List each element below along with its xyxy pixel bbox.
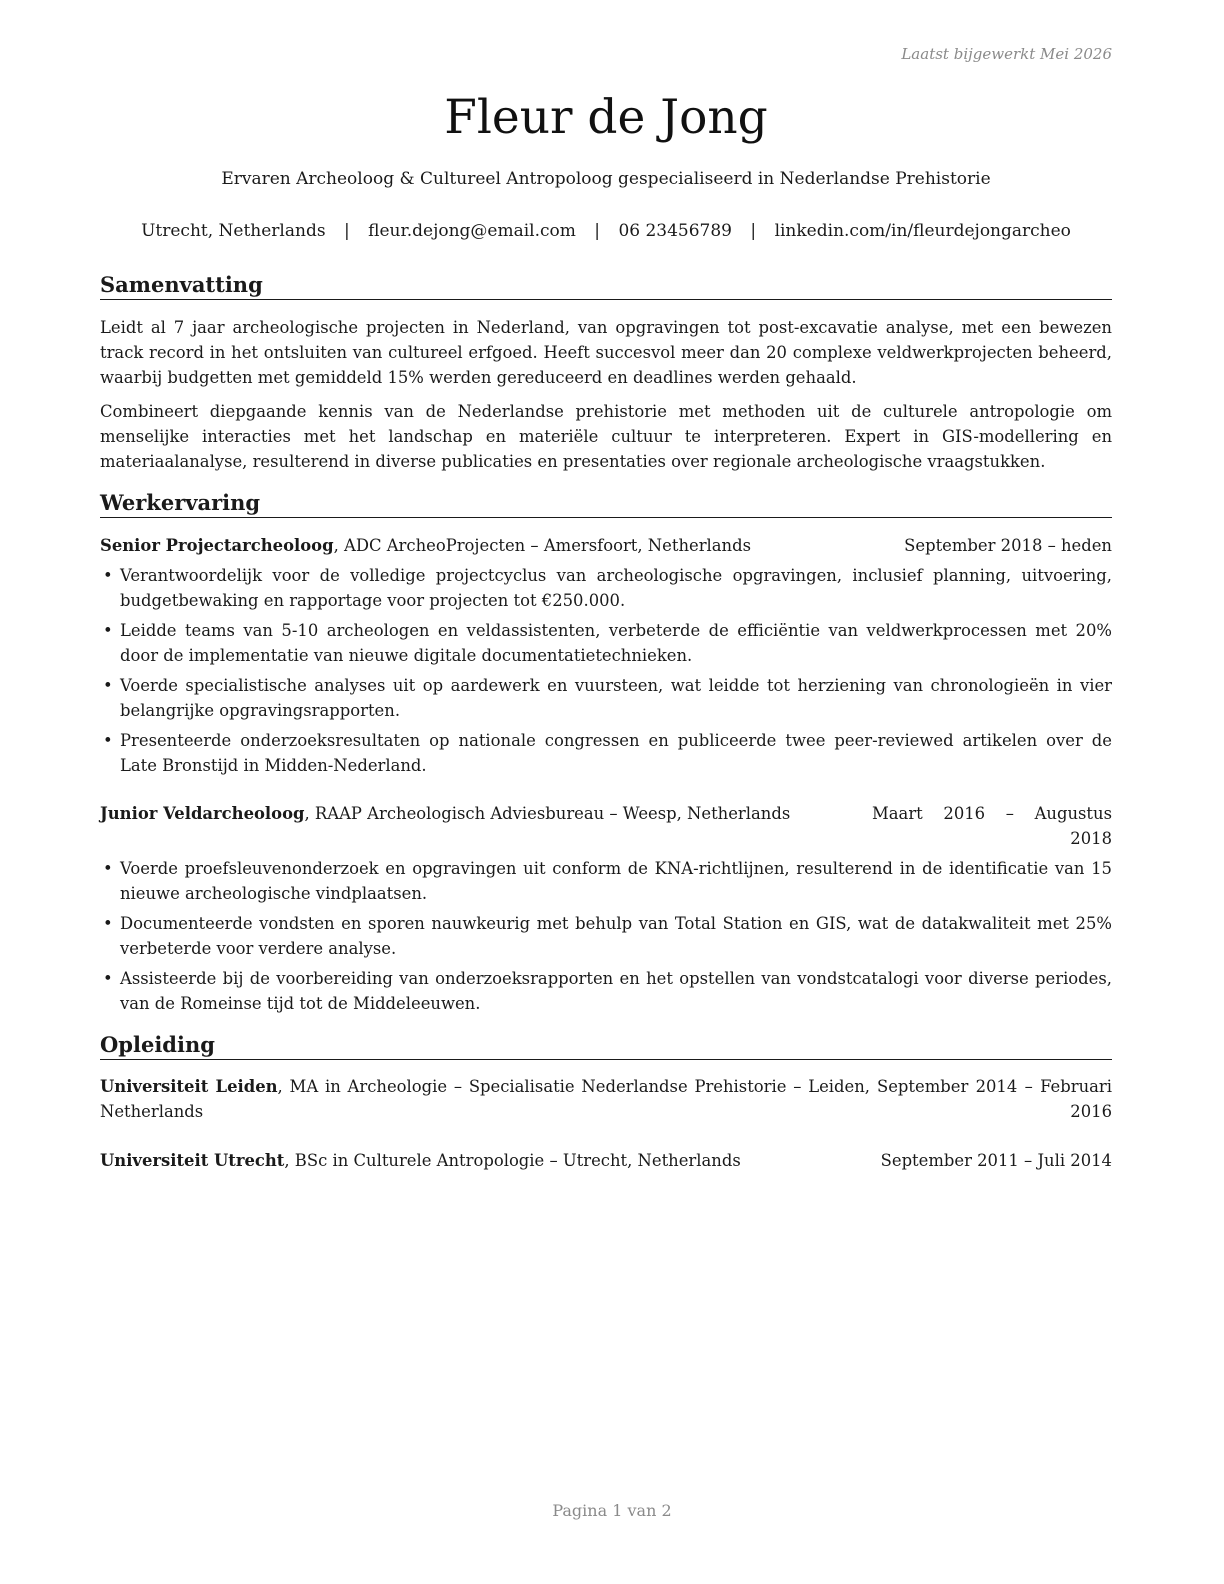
education-school: Universiteit Leiden — [100, 1077, 278, 1096]
list-item: • Leidde teams van 5-10 archeologen en veldassistenten, verbeterde de efficiëntie van veldwerkprocessen met 20% door de implementatie van nieuwe digitale documentatietechnieken. — [100, 618, 1112, 668]
summary-paragraph: Combineert diepgaande kennis van de Nederlandse prehistorie met methoden uit de culturele antropologie om menselijke interacties met het landschap en materiële cultuur te interpreteren. Expert in GIS-modellering en materiaalanalyse, resulterend in diverse publicaties en presentaties over regionale archeologische vraagstukken. — [100, 402, 1112, 471]
contact-email[interactable]: fleur.dejong@email.com — [368, 221, 576, 241]
section-title-experience: Werkervaring — [100, 490, 1112, 518]
education-title-line — [100, 1074, 870, 1124]
job-heading — [100, 801, 1112, 851]
bullet-icon: • — [103, 859, 113, 878]
contact-separator: | — [750, 221, 757, 241]
list-item: • Voerde specialistische analyses uit op aardewerk en vuursteen, wat leidde tot herziening van chronologieën in vier belangrijke opgravingsrapporten. — [100, 673, 1112, 723]
list-item: • Voerde proefsleuvenonderzoek en opgravingen uit conform de KNA-richtlijnen, resulterend in de identificatie van 15 nieuwe archeologische vindplaatsen. — [100, 856, 1112, 906]
education-school: Universiteit Utrecht — [100, 1151, 285, 1170]
list-item: • Verantwoordelijk voor de volledige projectcyclus van archeologische opgravingen, inclusief planning, uitvoering, budgetbewaking en rapportage voor projecten tot €250.000. — [100, 563, 1112, 613]
contact-line — [100, 219, 1112, 243]
contact-separator: | — [594, 221, 601, 241]
bullet-icon: • — [103, 621, 113, 640]
contact-phone[interactable]: 06 23456789 — [618, 221, 733, 241]
contact-location: Utrecht, Netherlands — [141, 221, 326, 241]
job-title-line — [100, 801, 790, 826]
list-item: • Documenteerde vondsten en sporen nauwkeurig met behulp van Total Station en GIS, wat de datakwaliteit met 25% verbeterde voor verdere analyse. — [100, 911, 1112, 961]
page-number: Pagina 1 van 2 — [552, 1501, 672, 1520]
education-dates: September 2014 – Februari 2016 — [877, 1077, 1112, 1121]
education-dates: September 2011 – Juli 2014 — [880, 1151, 1112, 1170]
bullet-icon: • — [103, 566, 113, 585]
job-role: Junior Veldarcheoloog — [100, 804, 305, 823]
last-updated-note: Laatst bijgewerkt Mei 2026 — [901, 45, 1112, 63]
job-title-line — [100, 533, 751, 558]
job-dates: Maart 2016 – Augustus 2018 — [872, 804, 1112, 848]
job-bullets — [100, 856, 1112, 1021]
section-title-summary: Samenvatting — [100, 272, 1112, 300]
headline: Ervaren Archeoloog & Cultureel Antropoloog gespecialiseerd in Nederlandse Prehistorie — [221, 169, 991, 189]
education-title-line — [100, 1148, 741, 1173]
bullet-icon: • — [103, 969, 113, 988]
job-dates: September 2018 – heden — [904, 536, 1112, 555]
contact-linkedin[interactable]: linkedin.com/in/fleurdejongarcheo — [774, 221, 1071, 241]
list-item: • Presenteerde onderzoeksresultaten op nationale congressen en publiceerde twee peer-reviewed artikelen over de Late Bronstijd in Midden-Nederland. — [100, 728, 1112, 778]
job-organization: , ADC ArcheoProjecten – Amersfoort, Netherlands — [333, 536, 752, 555]
candidate-name: Fleur de Jong — [444, 90, 768, 145]
bullet-icon: • — [103, 676, 113, 695]
education-entry — [100, 1074, 1112, 1124]
bullet-icon: • — [103, 731, 113, 750]
job-bullets — [100, 563, 1112, 783]
bullet-icon: • — [103, 914, 113, 933]
job-role: Senior Projectarcheoloog — [100, 536, 334, 555]
education-entry — [100, 1148, 1112, 1198]
education-degree: , BSc in Culturele Antropologie – Utrecht, Netherlands — [284, 1151, 741, 1170]
summary-paragraph: Leidt al 7 jaar archeologische projecten in Nederland, van opgravingen tot post-excavatie analyse, met een bewezen track record in het ontsluiten van cultureel erfgoed. Heeft succesvol meer dan 20 complexe veldwerkprojecten beheerd, waarbij budgetten met gemiddeld 15% werden gereduceerd en deadlines werden gehaald. — [100, 318, 1112, 387]
list-item: • Assisteerde bij de voorbereiding van onderzoeksrapporten en het opstellen van vondstcatalogi voor diverse periodes, van de Romeinse tijd tot de Middeleeuwen. — [100, 966, 1112, 1016]
education-degree: , MA in Archeologie – Specialisatie Nederlandse Prehistorie – Leiden, Netherlands — [100, 1077, 870, 1121]
contact-separator: | — [343, 221, 350, 241]
section-title-education: Opleiding — [100, 1032, 1112, 1060]
job-organization: , RAAP Archeologisch Adviesbureau – Weesp, Netherlands — [304, 804, 791, 823]
